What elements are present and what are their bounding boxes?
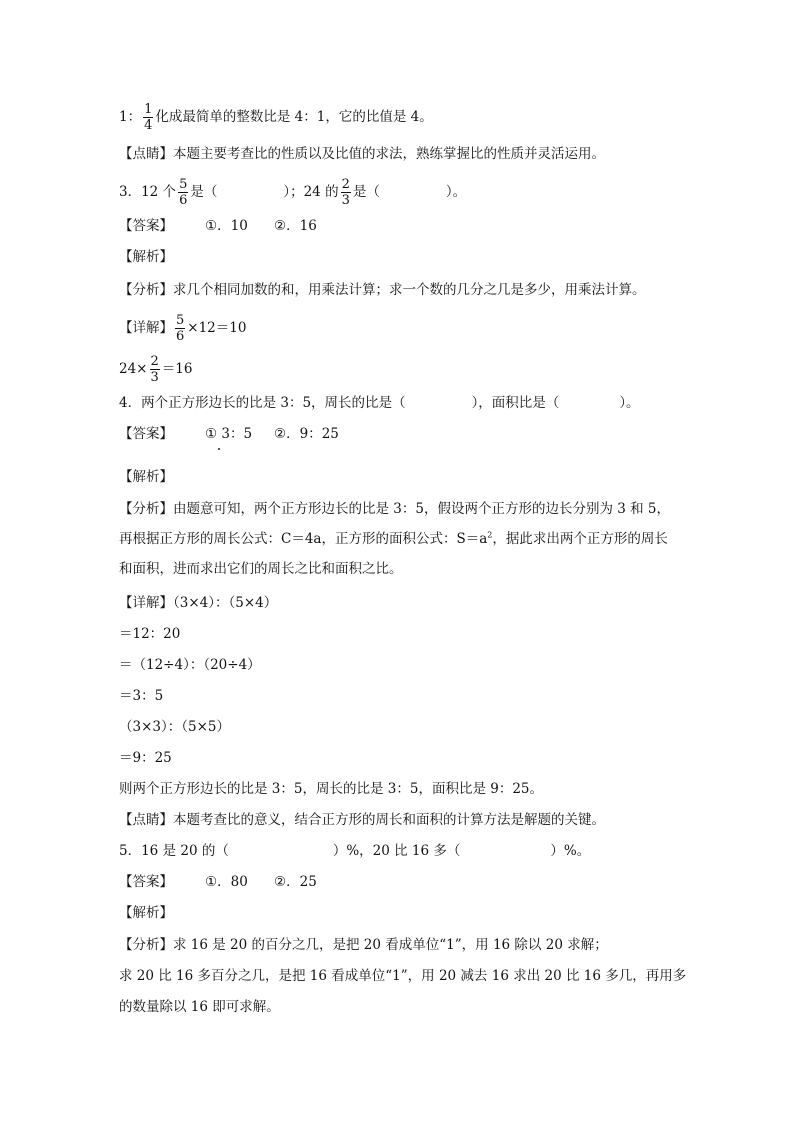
fenxi-line-1: 【分析】求 16 是 20 的百分之几，是把 20 看成单位“1”，用 16 除以 20 求解； — [119, 937, 608, 953]
detail-conclusion: 则两个正方形边长的比是 3：5，周长的比是 3：5，面积比是 9：25。 — [119, 781, 543, 797]
ratio-simplify-line — [119, 102, 433, 133]
answer-value-2: ②．25 — [274, 874, 317, 890]
detail-step-1: 【详解】（3×4）：（5×4） — [119, 595, 278, 611]
fenxi-line-1: 【分析】由题意可知，两个正方形边长的比是 3：5，假设两个正方形的边长分别为 3 和 5， — [119, 501, 671, 517]
answer-value-1: ① 3：5 — [205, 426, 253, 442]
fraction-denominator: 6 — [176, 329, 185, 344]
jiexi-label: 【解析】 — [119, 905, 173, 921]
superscript: 2 — [487, 530, 493, 540]
answer-value-2: ②．16 — [274, 218, 317, 234]
fraction-denominator: 4 — [144, 118, 153, 133]
text-segment: ）%，20 比 16 多（ — [332, 843, 461, 859]
answer-label: 【答案】 — [119, 218, 173, 234]
answer-line-q3 — [119, 214, 317, 238]
text-segment: 是（ — [190, 184, 218, 200]
answer-label: 【答案】 — [119, 426, 173, 442]
fraction-numerator: 5 — [176, 313, 185, 328]
dianjing-line: 【点睛】本题主要考查比的性质以及比值的求法，熟练掌握比的性质并灵活运用。 — [119, 146, 605, 162]
answer-value-2: ②．9：25 — [274, 426, 339, 442]
answer-line-q4 — [119, 422, 339, 446]
fenxi-line-3: 的数量除以 16 即可求解。 — [119, 999, 280, 1015]
text-segment: 5．16 是 20 的（ — [119, 843, 229, 859]
fraction-numerator: 2 — [341, 177, 350, 192]
detail-step-2: ＝12：20 — [119, 626, 181, 642]
fraction — [175, 314, 185, 343]
text-segment: 4．两个正方形边长的比是 3：5，周长的比是（ — [119, 395, 406, 411]
fraction-numerator: 5 — [179, 177, 188, 192]
detail-step-3: ＝（12÷4）：（20÷4） — [119, 657, 261, 673]
answer-value-1: ①．80 — [205, 874, 248, 890]
detail-label: 【详解】 — [119, 320, 173, 336]
text-segment: ）%。 — [550, 843, 591, 859]
expression: ＝16 — [161, 361, 193, 377]
answer-label: 【答案】 — [119, 874, 173, 890]
text-segment: 是（ — [352, 184, 380, 200]
text-segment: ，据此求出两个正方形的周长 — [492, 531, 668, 547]
jiexi-label: 【解析】 — [119, 249, 173, 265]
text-segment: ），面积比是（ — [471, 395, 560, 411]
answer-line-q5 — [119, 870, 317, 894]
jiexi-label: 【解析】 — [119, 469, 173, 485]
detail-step-4: ＝3：5 — [119, 688, 164, 704]
detail-step-6: ＝9：25 — [119, 750, 172, 766]
answer-value-1: ①．10 — [205, 218, 248, 234]
stray-dot — [218, 448, 220, 450]
detail-line-2 — [119, 354, 193, 385]
fraction — [341, 178, 351, 207]
question-4 — [119, 391, 640, 415]
text-segment: ）；24 的 — [283, 184, 339, 200]
detail-step-5: （3×3）：（5×5） — [119, 719, 230, 735]
fenxi-line-3: 和面积，进而求出它们的周长之比和面积之比。 — [119, 561, 403, 577]
fraction-denominator: 6 — [179, 193, 188, 208]
fenxi-line-2 — [119, 527, 668, 551]
text-segment: ）。 — [445, 184, 467, 200]
fraction — [150, 355, 160, 384]
expression: ×12＝10 — [187, 320, 247, 336]
fenxi-line-2: 求 20 比 16 多百分之几，是把 16 看成单位“1”，用 20 减去 16 求出 20 比 16 多几，再用多 — [119, 968, 687, 984]
fraction — [143, 103, 153, 132]
dianjing-line: 【点睛】本题考查比的意义，结合正方形的周长和面积的计算方法是解题的关键。 — [119, 812, 605, 828]
question-5 — [119, 839, 590, 863]
text-segment: ）。 — [619, 395, 640, 411]
fraction-denominator: 3 — [150, 370, 159, 385]
text-segment: 3．12 个 — [119, 184, 177, 200]
fraction — [178, 178, 188, 207]
question-3 — [119, 177, 467, 208]
text-segment: 化成最简单的整数比是 4：1，它的比值是 4。 — [155, 109, 433, 125]
fraction-denominator: 3 — [341, 193, 350, 208]
detail-line — [119, 313, 247, 344]
fenxi-line: 【分析】求几个相同加数的和，用乘法计算；求一个数的几分之几是多少，用乘法计算。 — [119, 282, 646, 298]
fraction-numerator: 2 — [150, 354, 159, 369]
fraction-numerator: 1 — [144, 102, 153, 117]
text-segment: 1： — [119, 109, 142, 125]
text-segment: 再根据正方形的周长公式：C＝4a，正方形的面积公式：S＝a — [119, 531, 488, 547]
text-segment: 24× — [119, 361, 148, 377]
